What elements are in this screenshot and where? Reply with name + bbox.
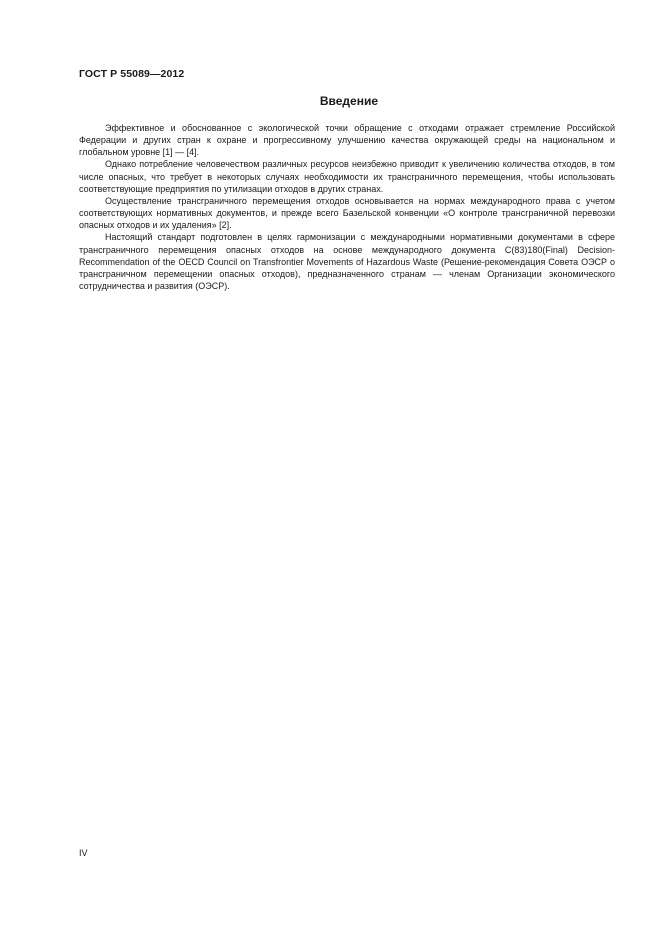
section-title: Введение <box>319 94 378 108</box>
paragraph: Осуществление трансграничного перемещения отходов основывается на нормах международного права с учетом соответствующих нормативных документов, и прежде всего Базельской конвенции «О контроле трансграничной перевозки опасных отходов и их удаления» [2]. <box>79 195 615 231</box>
paragraph: Однако потребление человечеством различных ресурсов неизбежно приводит к увеличению количества отходов, в том числе опасных, что требует в некоторых случаях необходимости их трансграничного перемещения, чтобы использовать соответствующие предприятия по утилизации отходов в других странах. <box>79 159 615 194</box>
document-identifier: ГОСТ Р 55089—2012 <box>79 68 185 80</box>
introduction-body <box>79 122 615 292</box>
paragraph: Настоящий стандарт подготовлен в целях гармонизации с международными нормативными документами в сфере трансграничного перемещения опасных отходов на основе международного документа C(83)180(Final) Decision-Recommendation of the OECD Council on Transfrontier Movements of Hazardous Waste (Решение-рекомендация Совета ОЭСР о трансграничном перемещении опасных отходов), предназначенного странам — членам Организации экономического сотрудничества и развития (ОЭСР). <box>79 232 615 292</box>
paragraph: Эффективное и обоснованное с экологической точки обращение с отходами отражает стремление Российской Федерации и других стран к охране и прогрессивному улучшению качества окружающей среды на национальном и глобальном уровне [1] — [4]. <box>79 123 615 158</box>
page-number: IV <box>79 848 88 858</box>
